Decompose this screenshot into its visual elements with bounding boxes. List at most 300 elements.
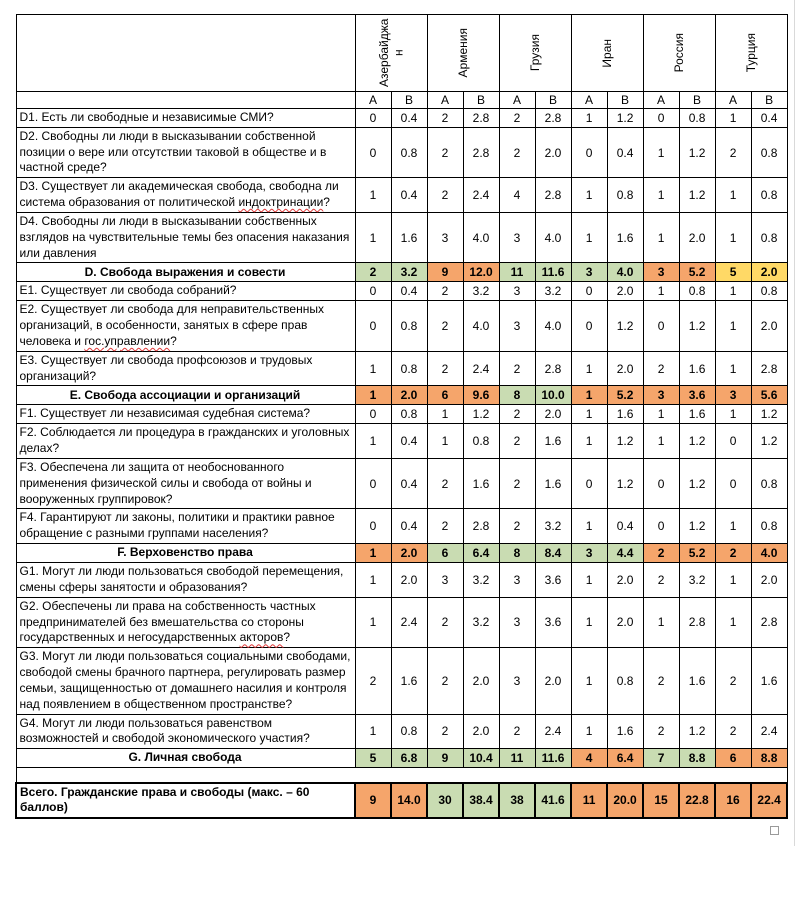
score-cell: 4.0	[607, 263, 643, 282]
summary-row-G	[16, 749, 787, 768]
score-cell: 1.6	[391, 212, 427, 262]
row-label: G1. Могут ли люди пользоваться свободой перемещения, смены сферы занятости и образования?	[16, 563, 355, 598]
score-cell: 5	[715, 263, 751, 282]
score-cell: 0.8	[391, 714, 427, 749]
row-label: F3. Обеспечена ли защита от необоснованного применения физической силы и свобода от войны и вооруженных группировок?	[16, 458, 355, 508]
score-cell: 1	[355, 386, 391, 405]
score-cell: 1.6	[607, 405, 643, 424]
score-cell: 11	[571, 783, 607, 819]
score-cell: 1.6	[607, 212, 643, 262]
score-cell: 0.8	[751, 458, 787, 508]
score-cell: 1.2	[607, 424, 643, 459]
subcol-header: A	[643, 92, 679, 109]
country-name: Армения	[455, 28, 470, 78]
summary-row-E	[16, 386, 787, 405]
score-cell: 3	[427, 563, 463, 598]
score-cell: 1.2	[679, 509, 715, 544]
score-cell: 3	[499, 301, 535, 351]
subcol-header-row	[16, 92, 787, 109]
score-cell: 2	[427, 351, 463, 386]
score-cell: 0.4	[391, 424, 427, 459]
question-row-G2	[16, 597, 787, 647]
row-label: G. Личная свобода	[16, 749, 355, 768]
score-cell: 3.2	[535, 282, 571, 301]
score-cell: 5	[355, 749, 391, 768]
score-cell: 1.2	[679, 424, 715, 459]
score-cell: 2.0	[463, 714, 499, 749]
score-cell: 2.4	[535, 714, 571, 749]
score-cell: 9	[427, 749, 463, 768]
score-cell: 1.6	[391, 648, 427, 714]
score-cell: 3	[643, 263, 679, 282]
score-cell: 0	[571, 282, 607, 301]
score-cell: 2.0	[391, 386, 427, 405]
question-row-G4	[16, 714, 787, 749]
score-cell: 1	[643, 212, 679, 262]
score-cell: 1.6	[679, 405, 715, 424]
score-cell: 2	[355, 648, 391, 714]
score-cell: 5.2	[679, 263, 715, 282]
score-cell: 11.6	[535, 749, 571, 768]
subcol-header: A	[715, 92, 751, 109]
score-cell: 3	[715, 386, 751, 405]
row-label: E2. Существует ли свобода для неправительственных организаций, в особенности, занятых в сфере прав человека и гос.управлении?	[16, 301, 355, 351]
score-cell: 0.4	[751, 109, 787, 128]
score-cell: 1	[355, 178, 391, 213]
row-label: D2. Свободны ли люди в высказывании собственной позиции о вере или отсутствии таковой в обществе и в частной среде?	[16, 127, 355, 177]
country-name: Турция	[743, 33, 758, 73]
score-cell: 0	[571, 301, 607, 351]
score-cell: 7	[643, 749, 679, 768]
score-cell: 0.4	[391, 178, 427, 213]
score-cell: 6	[715, 749, 751, 768]
score-cell: 1.2	[607, 458, 643, 508]
score-cell: 1	[571, 597, 607, 647]
score-cell: 2	[427, 597, 463, 647]
question-row-D1	[16, 109, 787, 128]
score-cell: 0.8	[607, 648, 643, 714]
score-cell: 1.2	[463, 405, 499, 424]
score-cell: 3	[427, 212, 463, 262]
score-cell: 4	[571, 749, 607, 768]
score-cell: 1.2	[679, 178, 715, 213]
score-cell: 0	[571, 458, 607, 508]
score-cell: 2.8	[463, 127, 499, 177]
score-cell: 14.0	[391, 783, 427, 819]
score-cell: 2.8	[751, 597, 787, 647]
score-cell: 2.0	[607, 563, 643, 598]
score-cell: 2	[427, 178, 463, 213]
score-cell: 38.4	[463, 783, 499, 819]
score-cell: 1	[715, 563, 751, 598]
score-cell: 2.0	[679, 212, 715, 262]
score-cell: 12.0	[463, 263, 499, 282]
score-cell: 1	[571, 212, 607, 262]
scores-table	[15, 14, 788, 819]
score-cell: 3.6	[535, 597, 571, 647]
score-cell: 0.4	[391, 282, 427, 301]
score-cell: 0	[355, 282, 391, 301]
subcol-header: A	[571, 92, 607, 109]
score-cell: 2.8	[535, 178, 571, 213]
country-header-4	[643, 15, 715, 92]
score-cell: 1	[571, 351, 607, 386]
score-cell: 15	[643, 783, 679, 819]
spacer-cell	[16, 768, 787, 783]
score-cell: 2.0	[391, 544, 427, 563]
score-cell: 2	[427, 301, 463, 351]
score-cell: 2.4	[391, 597, 427, 647]
score-cell: 2	[499, 424, 535, 459]
question-row-E2	[16, 301, 787, 351]
score-cell: 4.0	[463, 212, 499, 262]
score-cell: 0.8	[391, 301, 427, 351]
score-cell: 2	[427, 282, 463, 301]
country-header-1	[427, 15, 499, 92]
score-cell: 1	[355, 714, 391, 749]
row-label: D3. Существует ли академическая свобода, свободна ли система образования от политической индоктринации?	[16, 178, 355, 213]
score-cell: 2.0	[535, 127, 571, 177]
row-label: D. Свобода выражения и совести	[16, 263, 355, 282]
score-cell: 1.2	[751, 424, 787, 459]
page-right-edge	[794, 0, 795, 846]
country-header-2	[499, 15, 571, 92]
score-cell: 1.2	[679, 301, 715, 351]
score-cell: 2.8	[535, 351, 571, 386]
summary-row-F	[16, 544, 787, 563]
score-cell: 11.6	[535, 263, 571, 282]
score-cell: 2.0	[751, 301, 787, 351]
score-cell: 5.6	[751, 386, 787, 405]
row-label: E1. Существует ли свобода собраний?	[16, 282, 355, 301]
score-cell: 2	[715, 648, 751, 714]
score-cell: 8.4	[535, 544, 571, 563]
subcol-header: B	[535, 92, 571, 109]
score-cell: 2.0	[751, 263, 787, 282]
question-row-F2	[16, 424, 787, 459]
score-cell: 2	[643, 714, 679, 749]
score-cell: 2.8	[463, 109, 499, 128]
score-cell: 16	[715, 783, 751, 819]
score-cell: 2.8	[751, 351, 787, 386]
score-cell: 9.6	[463, 386, 499, 405]
score-cell: 8	[499, 544, 535, 563]
score-cell: 0.8	[679, 282, 715, 301]
score-cell: 3	[499, 563, 535, 598]
score-cell: 1	[715, 178, 751, 213]
row-label: G4. Могут ли люди пользоваться равенством возможностей и свободой экономического участия?	[16, 714, 355, 749]
subcol-corner-cell	[16, 92, 355, 109]
question-row-F4	[16, 509, 787, 544]
score-cell: 9	[427, 263, 463, 282]
row-label: F. Верховенство права	[16, 544, 355, 563]
score-cell: 0	[355, 458, 391, 508]
score-cell: 2	[643, 351, 679, 386]
score-cell: 6.4	[463, 544, 499, 563]
subcol-header: A	[355, 92, 391, 109]
score-cell: 0	[643, 458, 679, 508]
score-cell: 2.0	[463, 648, 499, 714]
question-row-D2	[16, 127, 787, 177]
subcol-header: B	[751, 92, 787, 109]
subcol-header: B	[607, 92, 643, 109]
score-cell: 2.4	[751, 714, 787, 749]
score-cell: 0.8	[751, 212, 787, 262]
score-cell: 11	[499, 263, 535, 282]
subcol-header: A	[499, 92, 535, 109]
score-cell: 1	[715, 351, 751, 386]
score-cell: 4.0	[535, 301, 571, 351]
score-cell: 2.0	[535, 405, 571, 424]
score-cell: 1	[643, 127, 679, 177]
row-label: E3. Существует ли свобода профсоюзов и трудовых организаций?	[16, 351, 355, 386]
score-cell: 2.0	[607, 597, 643, 647]
score-cell: 2	[499, 109, 535, 128]
score-cell: 22.4	[751, 783, 787, 819]
question-row-G3	[16, 648, 787, 714]
score-cell: 1	[427, 405, 463, 424]
score-cell: 1	[715, 509, 751, 544]
score-cell: 1	[571, 424, 607, 459]
score-cell: 1.2	[679, 714, 715, 749]
subcol-header: B	[463, 92, 499, 109]
score-cell: 0.8	[391, 405, 427, 424]
score-cell: 1.2	[679, 458, 715, 508]
score-cell: 3.2	[391, 263, 427, 282]
score-cell: 3	[499, 597, 535, 647]
score-cell: 2	[499, 405, 535, 424]
score-cell: 0	[355, 301, 391, 351]
score-cell: 4.0	[751, 544, 787, 563]
score-cell: 1	[571, 714, 607, 749]
score-cell: 1.6	[463, 458, 499, 508]
score-cell: 0.8	[463, 424, 499, 459]
score-cell: 3.2	[463, 563, 499, 598]
score-cell: 0	[643, 509, 679, 544]
score-cell: 1	[643, 597, 679, 647]
question-row-E3	[16, 351, 787, 386]
score-cell: 0	[571, 127, 607, 177]
score-cell: 1	[571, 509, 607, 544]
country-header-row	[16, 15, 787, 92]
row-label: Всего. Гражданские права и свободы (макс. – 60 баллов)	[16, 783, 355, 819]
score-cell: 2	[499, 127, 535, 177]
score-cell: 0	[715, 424, 751, 459]
score-cell: 4.0	[535, 212, 571, 262]
score-cell: 0	[355, 109, 391, 128]
score-cell: 2	[427, 458, 463, 508]
question-row-F1	[16, 405, 787, 424]
score-cell: 2	[643, 648, 679, 714]
score-cell: 1	[715, 212, 751, 262]
subcol-header: B	[679, 92, 715, 109]
score-cell: 4	[499, 178, 535, 213]
score-cell: 0	[643, 301, 679, 351]
score-cell: 1.6	[751, 648, 787, 714]
row-label: F1. Существует ли независимая судебная система?	[16, 405, 355, 424]
score-cell: 2	[427, 127, 463, 177]
misspelled-word: гос.управлении	[84, 333, 171, 348]
score-cell: 2	[715, 544, 751, 563]
score-cell: 2.0	[607, 351, 643, 386]
score-cell: 1.6	[535, 458, 571, 508]
score-cell: 2	[499, 458, 535, 508]
score-cell: 3.2	[463, 597, 499, 647]
country-header-3	[571, 15, 643, 92]
score-cell: 1	[571, 648, 607, 714]
score-cell: 6	[427, 544, 463, 563]
score-cell: 5.2	[679, 544, 715, 563]
score-cell: 3.2	[679, 563, 715, 598]
score-cell: 2	[427, 509, 463, 544]
question-row-D3	[16, 178, 787, 213]
question-row-G1	[16, 563, 787, 598]
score-cell: 0	[355, 509, 391, 544]
score-cell: 11	[499, 749, 535, 768]
score-cell: 41.6	[535, 783, 571, 819]
score-cell: 3	[571, 544, 607, 563]
country-header-5	[715, 15, 787, 92]
row-label: Е. Свобода ассоциации и организаций	[16, 386, 355, 405]
score-cell: 1	[715, 405, 751, 424]
score-cell: 2	[499, 509, 535, 544]
score-cell: 1	[355, 563, 391, 598]
score-cell: 2.0	[535, 648, 571, 714]
score-cell: 3.2	[463, 282, 499, 301]
country-name: Иран	[599, 38, 614, 68]
score-cell: 8.8	[751, 749, 787, 768]
score-cell: 2	[499, 714, 535, 749]
score-cell: 3	[499, 212, 535, 262]
score-cell: 1.6	[679, 648, 715, 714]
score-cell: 4.0	[463, 301, 499, 351]
score-cell: 4.4	[607, 544, 643, 563]
score-cell: 0.4	[607, 509, 643, 544]
score-cell: 3.2	[535, 509, 571, 544]
score-cell: 3	[643, 386, 679, 405]
score-cell: 0	[715, 458, 751, 508]
score-cell: 1.6	[535, 424, 571, 459]
score-cell: 1	[427, 424, 463, 459]
score-cell: 2.8	[679, 597, 715, 647]
score-cell: 2	[499, 351, 535, 386]
score-cell: 1	[715, 282, 751, 301]
score-cell: 0.8	[679, 109, 715, 128]
score-cell: 22.8	[679, 783, 715, 819]
score-cell: 1.2	[607, 109, 643, 128]
country-name: Россия	[671, 33, 686, 73]
row-label: D4. Свободны ли люди в высказывании собственных взглядов на чувствительные темы без опасения наказания или давления	[16, 212, 355, 262]
score-cell: 0.8	[751, 127, 787, 177]
score-cell: 0.8	[751, 282, 787, 301]
score-cell: 0	[355, 405, 391, 424]
score-cell: 1.2	[679, 127, 715, 177]
score-cell: 38	[499, 783, 535, 819]
score-cell: 2	[355, 263, 391, 282]
misspelled-word: индоктринации	[238, 195, 324, 210]
score-cell: 6	[427, 386, 463, 405]
score-cell: 30	[427, 783, 463, 819]
score-cell: 3	[499, 282, 535, 301]
score-cell: 0.4	[391, 458, 427, 508]
score-cell: 2.0	[607, 282, 643, 301]
country-name: Азербайджан	[376, 18, 405, 88]
anchor-square	[770, 826, 779, 835]
score-cell: 1	[643, 424, 679, 459]
score-cell: 1	[571, 386, 607, 405]
score-cell: 2.0	[751, 563, 787, 598]
score-cell: 3.6	[679, 386, 715, 405]
score-cell: 6.4	[607, 749, 643, 768]
question-row-F3	[16, 458, 787, 508]
subcol-header: B	[391, 92, 427, 109]
score-cell: 1	[715, 109, 751, 128]
score-cell: 0.8	[391, 127, 427, 177]
score-cell: 1	[355, 597, 391, 647]
score-cell: 8	[499, 386, 535, 405]
corner-cell	[16, 15, 355, 92]
score-cell: 1	[715, 301, 751, 351]
misspelled-word: акторов	[239, 630, 284, 645]
score-cell: 1	[643, 282, 679, 301]
row-label: F2. Соблюдается ли процедура в гражданских и уголовных делах?	[16, 424, 355, 459]
score-cell: 2.0	[391, 563, 427, 598]
score-cell: 0.8	[607, 178, 643, 213]
score-cell: 1.2	[751, 405, 787, 424]
score-cell: 2	[427, 714, 463, 749]
score-cell: 3.6	[535, 563, 571, 598]
score-cell: 1	[571, 405, 607, 424]
score-cell: 10.4	[463, 749, 499, 768]
score-cell: 1.6	[607, 714, 643, 749]
score-cell: 2	[715, 127, 751, 177]
score-cell: 1.2	[607, 301, 643, 351]
score-cell: 1	[571, 563, 607, 598]
score-cell: 0.8	[751, 178, 787, 213]
row-label: G3. Могут ли люди пользоваться социальными свободами, свободой смены брачного партнера, регулировать размер семьи, защищенностью от домашнего насилия и контроля над появлением в общественном пространстве?	[16, 648, 355, 714]
total-row-total	[16, 783, 787, 819]
score-cell: 2.8	[463, 509, 499, 544]
score-cell: 1	[355, 351, 391, 386]
score-cell: 20.0	[607, 783, 643, 819]
score-cell: 1	[355, 544, 391, 563]
score-cell: 3	[571, 263, 607, 282]
score-cell: 0.8	[751, 509, 787, 544]
question-row-D4	[16, 212, 787, 262]
score-cell: 2	[715, 714, 751, 749]
score-cell: 9	[355, 783, 391, 819]
score-cell: 1	[355, 424, 391, 459]
score-cell: 1	[643, 405, 679, 424]
country-header-0	[355, 15, 427, 92]
score-cell: 3	[499, 648, 535, 714]
score-cell: 1.6	[679, 351, 715, 386]
score-cell: 0.4	[391, 509, 427, 544]
row-label: G2. Обеспечены ли права на собственность частных предпринимателей без вмешательства со стороны государственных и негосударственных акторов?	[16, 597, 355, 647]
country-name: Грузия	[527, 34, 542, 72]
score-cell: 0	[355, 127, 391, 177]
score-cell: 2	[427, 648, 463, 714]
score-cell: 1	[715, 597, 751, 647]
score-cell: 2	[643, 544, 679, 563]
score-cell: 2.4	[463, 178, 499, 213]
score-cell: 2	[427, 109, 463, 128]
score-cell: 0	[643, 109, 679, 128]
score-cell: 0.4	[607, 127, 643, 177]
score-cell: 1	[571, 178, 607, 213]
summary-row-D	[16, 263, 787, 282]
score-cell: 5.2	[607, 386, 643, 405]
